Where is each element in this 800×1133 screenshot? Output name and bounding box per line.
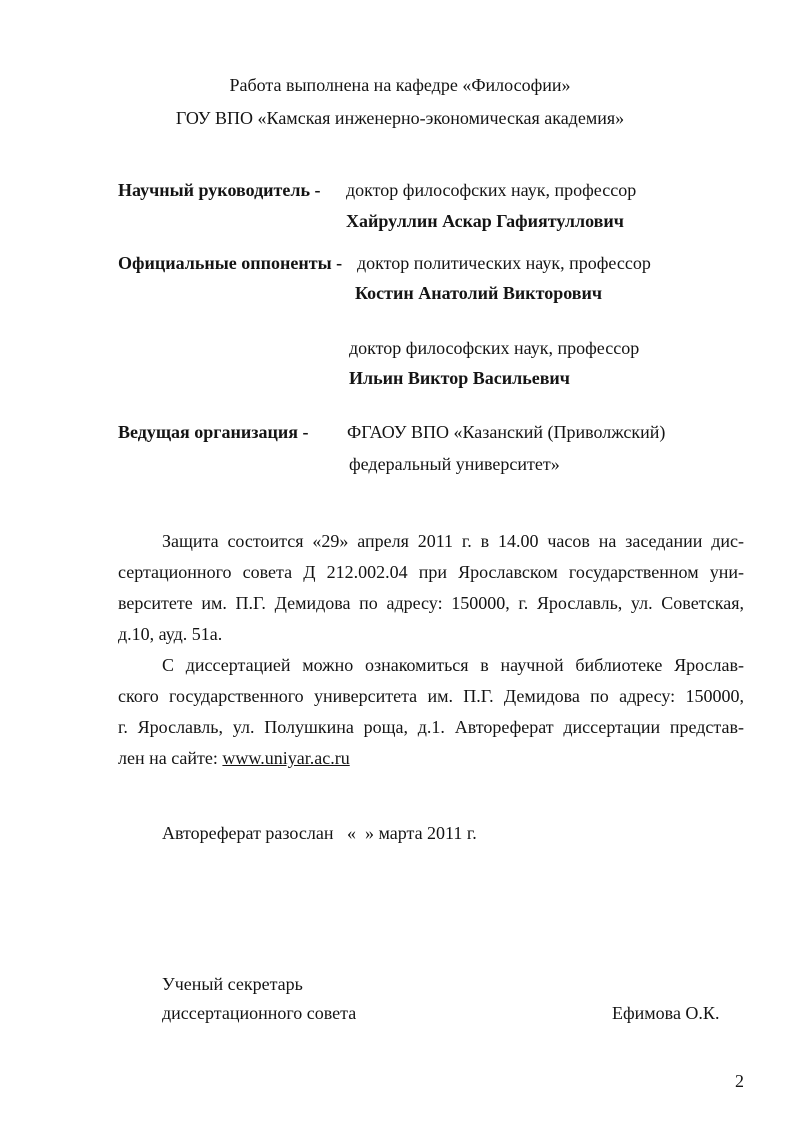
secretary-title-line-2: диссертационного совета bbox=[162, 1003, 357, 1023]
lead-org-line-2: федеральный университет» bbox=[349, 454, 560, 474]
opponents-label: Официальные оппоненты - bbox=[118, 253, 343, 273]
opponent-1-name: Костин Анатолий Викторович bbox=[355, 283, 602, 303]
header-line-institution: ГОУ ВПО «Камская инженерно-экономическая академия» bbox=[175, 108, 625, 128]
opponent-2-name: Ильин Виктор Васильевич bbox=[349, 368, 570, 388]
defense-paragraph-line: верситете им. П.Г. Демидова по адресу: 150000, г. Ярославль, ул. Советская, bbox=[118, 593, 744, 613]
mailed-date-line: Автореферат разослан « » марта 2011 г. bbox=[162, 823, 477, 843]
secretary-title-line-1: Ученый секретарь bbox=[162, 974, 303, 994]
lead-org-label: Ведущая организация - bbox=[118, 422, 309, 442]
supervisor-label: Научный руководитель - bbox=[118, 180, 321, 200]
supervisor-name: Хайруллин Аскар Гафиятуллович bbox=[346, 211, 624, 231]
library-paragraph-line: ского государственного университета им. П.Г. Демидова по адресу: 150000, bbox=[118, 686, 744, 706]
secretary-name: Ефимова О.К. bbox=[612, 1003, 720, 1023]
defense-paragraph-line: д.10, ауд. 51а. bbox=[118, 624, 223, 644]
website-link[interactable]: www.uniyar.ac.ru bbox=[222, 748, 350, 768]
library-paragraph-last-line bbox=[118, 747, 350, 769]
library-paragraph-line: С диссертацией можно ознакомиться в научной библиотеке Ярослав- bbox=[162, 655, 744, 675]
page-number: 2 bbox=[735, 1071, 744, 1091]
lead-org-line-1: ФГАОУ ВПО «Казанский (Приволжский) bbox=[347, 422, 666, 442]
header-line-department: Работа выполнена на кафедре «Философии» bbox=[229, 75, 571, 95]
supervisor-title: доктор философских наук, профессор bbox=[346, 180, 637, 200]
library-website-prefix: лен на сайте: bbox=[118, 748, 223, 768]
opponent-2-title: доктор философских наук, профессор bbox=[349, 338, 640, 358]
library-paragraph-line: г. Ярославль, ул. Полушкина роща, д.1. Автореферат диссертации представ- bbox=[118, 717, 744, 737]
opponent-1-title: доктор политических наук, профессор bbox=[357, 253, 651, 273]
defense-paragraph-line: Защита состоится «29» апреля 2011 г. в 14.00 часов на заседании дис- bbox=[162, 531, 744, 551]
defense-paragraph-line: сертационного совета Д 212.002.04 при Ярославском государственном уни- bbox=[118, 562, 744, 582]
